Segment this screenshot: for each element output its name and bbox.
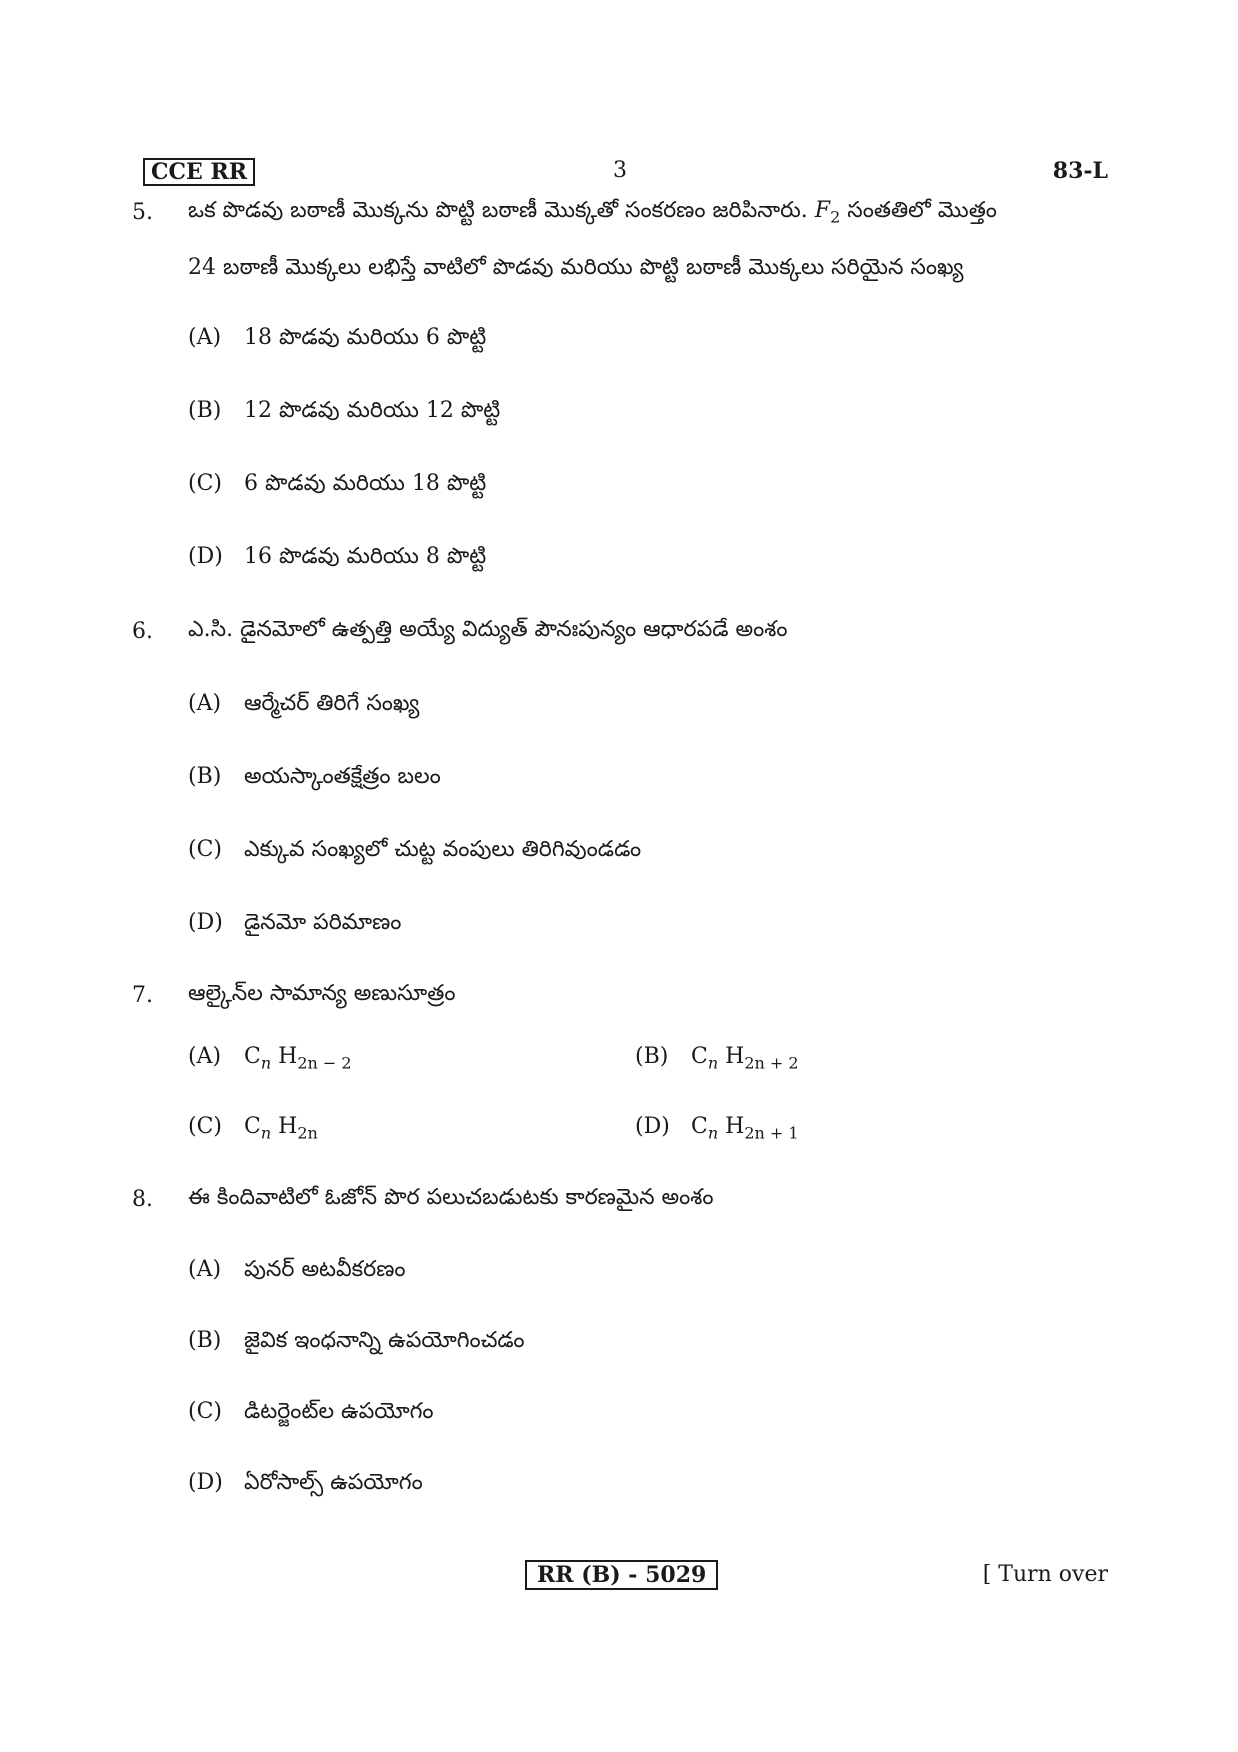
option-text: డైనమో పరిమాణం: [244, 910, 402, 935]
formula-hydrogen-count: 2n + 1: [744, 1123, 799, 1143]
formula-carbon-count: n: [260, 1053, 272, 1073]
option-text: జైవిక ఇంధనాన్ని ఉపయోగించడం: [244, 1328, 525, 1353]
option-text: 12 పొడవు మరియు 12 పొట్టి: [244, 398, 501, 423]
option-label: (D): [635, 1114, 670, 1139]
option-c[interactable]: [188, 1114, 318, 1142]
option-label: (B): [188, 764, 222, 789]
formula-carbon-count: n: [707, 1053, 719, 1073]
question-number: 7.: [132, 983, 153, 1008]
option-text: 18 పొడవు మరియు 6 పొట్టి: [244, 325, 487, 350]
option-label: (D): [188, 1470, 223, 1495]
formula-hydrogen: H: [725, 1044, 745, 1069]
option-label: (A): [188, 691, 222, 716]
option-d[interactable]: [635, 1114, 799, 1142]
option-a[interactable]: [188, 1044, 352, 1072]
formula-hydrogen-count: 2n: [297, 1123, 318, 1143]
turn-over-note: [ Turn over: [982, 1562, 1108, 1587]
formula-hydrogen-count: 2n + 2: [744, 1053, 799, 1073]
option-label: (B): [188, 1328, 222, 1353]
formula-hydrogen: H: [278, 1044, 298, 1069]
option-label: (D): [188, 910, 223, 935]
option-text: ఆర్మేచర్ తిరిగే సంఖ్య: [244, 691, 420, 716]
option-a[interactable]: [188, 325, 486, 355]
formula-carbon: C: [244, 1044, 261, 1069]
option-text: పునర్ అటవీకరణం: [244, 1257, 406, 1282]
option-label: (A): [188, 325, 222, 350]
formula-carbon: C: [244, 1114, 261, 1139]
option-text: 16 పొడవు మరియు 8 పొట్టి: [244, 544, 487, 569]
paper-code: 83-L: [1052, 158, 1108, 184]
formula-hydrogen-count: 2n − 2: [297, 1053, 352, 1073]
option-label: (B): [188, 398, 222, 423]
option-a[interactable]: [188, 1257, 406, 1287]
question-text: ఈ కిందివాటిలో ఓజోన్ పొర పలుచబడుటకు కారణమైన అంశం: [188, 1185, 714, 1210]
formula-carbon: C: [691, 1044, 708, 1069]
option-text: అయస్కాంతక్షేత్రం బలం: [244, 764, 441, 789]
option-a[interactable]: [188, 691, 419, 721]
option-label: (C): [188, 471, 222, 496]
formula-hydrogen: H: [725, 1114, 745, 1139]
option-b[interactable]: [188, 398, 500, 428]
page-number: 3: [613, 158, 627, 183]
option-d[interactable]: [188, 910, 401, 940]
option-b[interactable]: [188, 764, 441, 794]
question-text-line-1: [188, 198, 997, 228]
option-b[interactable]: [188, 1328, 525, 1358]
formula-carbon: C: [691, 1114, 708, 1139]
option-d[interactable]: [188, 1470, 423, 1500]
generation-subscript: 2: [830, 207, 841, 227]
question-number: 5.: [132, 200, 153, 225]
option-label: (A): [188, 1257, 222, 1282]
formula-carbon-count: n: [260, 1123, 272, 1143]
generation-symbol: F: [814, 198, 831, 223]
formula-carbon-count: n: [707, 1123, 719, 1143]
booklet-code: RR (B) - 5029: [525, 1560, 718, 1590]
question-number: 8.: [132, 1187, 153, 1212]
option-label: (C): [188, 1114, 222, 1139]
question-text: ఎ.సి. డైనమోలో ఉత్పత్తి అయ్యే విద్యుత్ పౌనఃపున్యం ఆధారపడే అంశం: [188, 617, 788, 642]
option-label: (D): [188, 544, 223, 569]
option-c[interactable]: [188, 837, 641, 867]
option-c[interactable]: [188, 1399, 434, 1429]
option-text: ఏరోసాల్స్ ఉపయోగం: [244, 1470, 423, 1495]
option-text: ఎక్కువ సంఖ్యలో చుట్ట వంపులు తిరిగివుండడం: [244, 837, 642, 862]
question-text-line-2: 24 బఠాణీ మొక్కలు లభిస్తే వాటిలో పొడవు మరియు పొట్టి బఠాణీ మొక్కలు సరియైన సంఖ్య: [188, 255, 964, 280]
option-label: (C): [188, 1399, 222, 1424]
option-label: (B): [635, 1044, 669, 1069]
question-text: ఒక పొడవు బఠాణీ మొక్కను పొట్టి బఠాణీ మొక్కతో సంకరణం జరిపినారు.: [188, 198, 808, 223]
question-number: 6.: [132, 619, 153, 644]
option-d[interactable]: [188, 544, 486, 574]
question-text: సంతతిలో మొత్తం: [847, 198, 997, 223]
option-label: (C): [188, 837, 222, 862]
exam-series-label: CCE RR: [143, 158, 255, 186]
option-text: 6 పొడవు మరియు 18 పొట్టి: [244, 471, 487, 496]
question-text: ఆల్కైన్‌ల సామాన్య అణుసూత్రం: [188, 981, 456, 1006]
formula-hydrogen: H: [278, 1114, 298, 1139]
option-text: డిటర్జెంట్‌ల ఉపయోగం: [244, 1399, 434, 1424]
option-c[interactable]: [188, 471, 486, 501]
option-b[interactable]: [635, 1044, 799, 1072]
option-label: (A): [188, 1044, 222, 1069]
page-header: [143, 158, 1108, 188]
